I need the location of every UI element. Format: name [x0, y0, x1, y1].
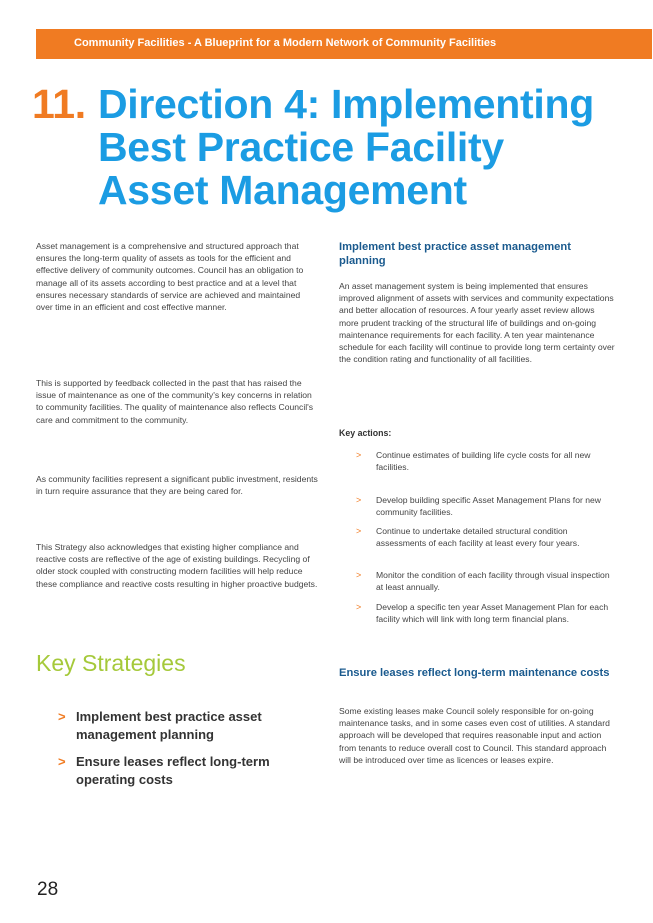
strategy-label: Ensure leases reflect long-term operating costs — [76, 754, 270, 787]
header-banner — [36, 29, 652, 59]
action-text: Monitor the condition of each facility through visual inspection at least annually. — [376, 570, 610, 593]
chapter-title-line: Best Practice Facility — [98, 124, 504, 170]
key-actions-label: Key actions: — [339, 428, 392, 438]
action-item — [339, 601, 615, 625]
chapter-title-line: Asset Management — [98, 167, 467, 213]
body-paragraph: This Strategy also acknowledges that existing higher compliance and reactive costs are reflective of the age of existing buildings. Recycling of older stock coupled with constructing modern facilities will help reduce these compliance and reactive costs resulting in higher proactive budgets. — [36, 542, 318, 589]
chapter-title — [98, 83, 653, 212]
chapter-title-line: Direction 4: Implementing — [98, 81, 594, 127]
chapter-number: 11. — [32, 81, 86, 127]
chevron-right-icon: > — [356, 450, 362, 460]
action-text: Develop a specific ten year Asset Management Plan for each facility which will link with long term financial plans. — [376, 602, 609, 625]
strategy-label: Implement best practice asset management planning — [76, 709, 262, 742]
banner-title: Community Facilities - A Blueprint for a Modern Network of Community Facilities — [74, 37, 497, 49]
action-text: Develop building specific Asset Management Plans for new community facilities. — [376, 495, 601, 518]
action-item — [339, 449, 615, 473]
action-item — [339, 569, 615, 593]
section-heading: Ensure leases reflect long-term maintenance costs — [339, 667, 610, 679]
chevron-right-icon: > — [58, 709, 66, 724]
section-heading: Implement best practice asset management planning — [339, 241, 571, 267]
chevron-right-icon: > — [58, 754, 66, 769]
action-item — [339, 525, 615, 549]
section-paragraph: An asset management system is being implemented that ensures improved alignment of assets with services and community expectations and better allocation of resources. A four yearly asset review allows more prudent tracking of the structural life of buildings and on-going maintenance requirements for each facility. A ten year maintenance schedule for each facility will continue to provide long term certainty over the condition rating and functionality of all facilities. — [339, 281, 615, 365]
body-paragraph: This is supported by feedback collected in the past that has raised the issue of maintenance as one of the community's key concerns in relation to community facilities. The quality of maintenance also reflects Council's care and commitment to the community. — [36, 378, 314, 425]
section-paragraph: Some existing leases make Council solely responsible for on-going maintenance tasks, and in some cases even cost of utilities. A standard approach will be developed that requires reasonable input and action from tenants to reduce overall cost to Council. This standard approach will be introduced over time as licences or leases expire. — [339, 706, 610, 765]
chevron-right-icon: > — [356, 602, 362, 612]
strategy-item — [58, 708, 318, 744]
chevron-right-icon: > — [356, 570, 362, 580]
chevron-right-icon: > — [356, 495, 362, 505]
key-strategies-heading: Key Strategies — [36, 650, 186, 676]
intro-paragraph: Asset management is a comprehensive and structured approach that ensures the long-term quality of assets as tools for the efficient and effective delivery of community outcomes. Council has an obligation to manage all of its assets according to best practice and at a level that ensures necessary standards of service are achieved and maintained over time in an efficient and cost effective manner. — [36, 241, 304, 313]
action-text: Continue estimates of building life cycle costs for all new facilities. — [376, 450, 591, 473]
body-paragraph: As community facilities represent a significant public investment, residents in turn require assurance that they are being cared for. — [36, 474, 318, 497]
action-item — [339, 494, 615, 518]
strategy-item — [58, 753, 318, 789]
page-number: 28 — [37, 879, 59, 900]
action-text: Continue to undertake detailed structural condition assessments of each facility at least every four years. — [376, 526, 580, 549]
chevron-right-icon: > — [356, 526, 362, 536]
